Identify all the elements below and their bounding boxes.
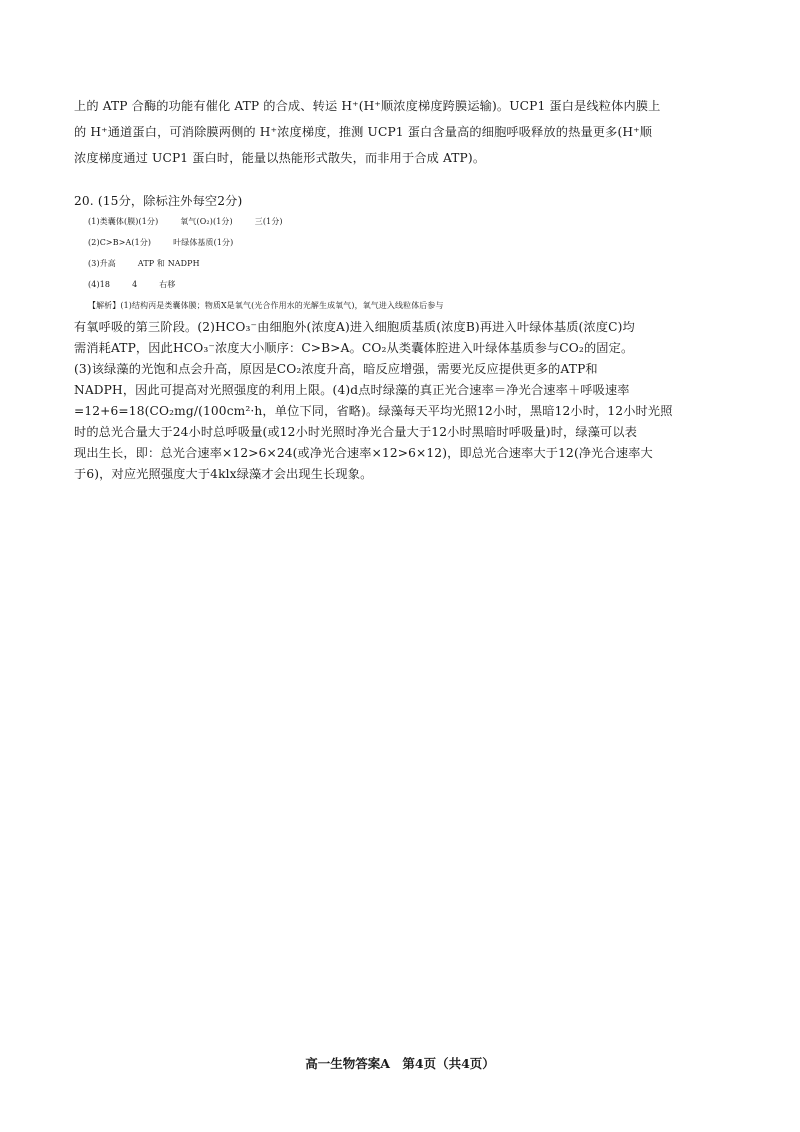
- answer-4-c: 右移: [159, 280, 176, 289]
- answer-3-a: (3)升高: [88, 259, 116, 268]
- page-footer: 高一生物答案A 第4页（共4页）: [305, 1056, 495, 1071]
- continuation-line-2: 的 H⁺通道蛋白，可消除膜两侧的 H⁺浓度梯度，推测 UCP1 蛋白含量高的细胞呼吸释放的热量更多(H⁺顺: [74, 125, 653, 139]
- answer-1-c: 三(1分): [254, 217, 283, 226]
- answer-part-3: [88, 256, 748, 272]
- analysis-line-9: 于6)，对应光照强度大于4klx绿藻才会出现生长现象。: [74, 467, 373, 481]
- continuation-line-3: 浓度梯度通过 UCP1 蛋白时，能量以热能形式散失，而非用于合成 ATP)。: [74, 151, 486, 165]
- answer-part-4: [88, 277, 748, 293]
- answer-1-a: (1)类囊体(膜)(1分): [88, 217, 159, 226]
- analysis-line-6: =12+6=18(CO₂mg/(100cm²·h，单位下同，省略)。绿藻每天平均光照12小时，黑暗12小时，12小时光照: [74, 404, 673, 418]
- continuation-line-1: 上的 ATP 合酶的功能有催化 ATP 的合成、转运 H⁺(H⁺顺浓度梯度跨膜运输)。UCP1 蛋白是线粒体内膜上: [74, 99, 661, 113]
- analysis-line-4: (3)该绿藻的光饱和点会升高，原因是CO₂浓度升高，暗反应增强，需要光反应提供更多的ATP和: [74, 362, 598, 376]
- answer-part-1: [88, 214, 748, 230]
- analysis-line-2: 有氧呼吸的第三阶段。(2)HCO₃⁻由细胞外(浓度A)进入细胞质基质(浓度B)再进入叶绿体基质(浓度C)均: [74, 320, 635, 334]
- analysis-line-5: NADPH，因此可提高对光照强度的利用上限。(4)d点时绿藻的真正光合速率＝净光合速率＋呼吸速率: [74, 383, 630, 397]
- analysis-line-1: 【解析】(1)结构丙是类囊体膜；物质X是氧气(光合作用水的光解生成氧气)，氧气进入线粒体后参与: [88, 301, 444, 310]
- answer-4-a: (4)18: [88, 280, 111, 289]
- answer-4-b: 4: [132, 280, 138, 289]
- analysis-line-3: 需消耗ATP，因此HCO₃⁻浓度大小顺序：C>B>A。CO₂从类囊体腔进入叶绿体基质参与CO₂的固定。: [74, 341, 634, 355]
- answer-3-b: ATP 和 NADPH: [137, 259, 200, 268]
- analysis-line-7: 时的总光合量大于24小时总呼吸量(或12小时光照时净光合量大于12小时黑暗时呼吸量)时，绿藻可以表: [74, 425, 638, 439]
- question-20-heading: 20. (15分，除标注外每空2分): [74, 194, 243, 208]
- answer-2-a: (2)C>B>A(1分): [88, 238, 152, 247]
- answer-2-b: 叶绿体基质(1分): [173, 238, 234, 247]
- answer-part-2: [88, 235, 748, 251]
- analysis-line-8: 现出生长，即：总光合速率×12>6×24(或净光合速率×12>6×12)，即总光合速率大于12(净光合速率大: [74, 446, 653, 460]
- answer-1-b: 氧气(O₂)(1分): [180, 217, 233, 226]
